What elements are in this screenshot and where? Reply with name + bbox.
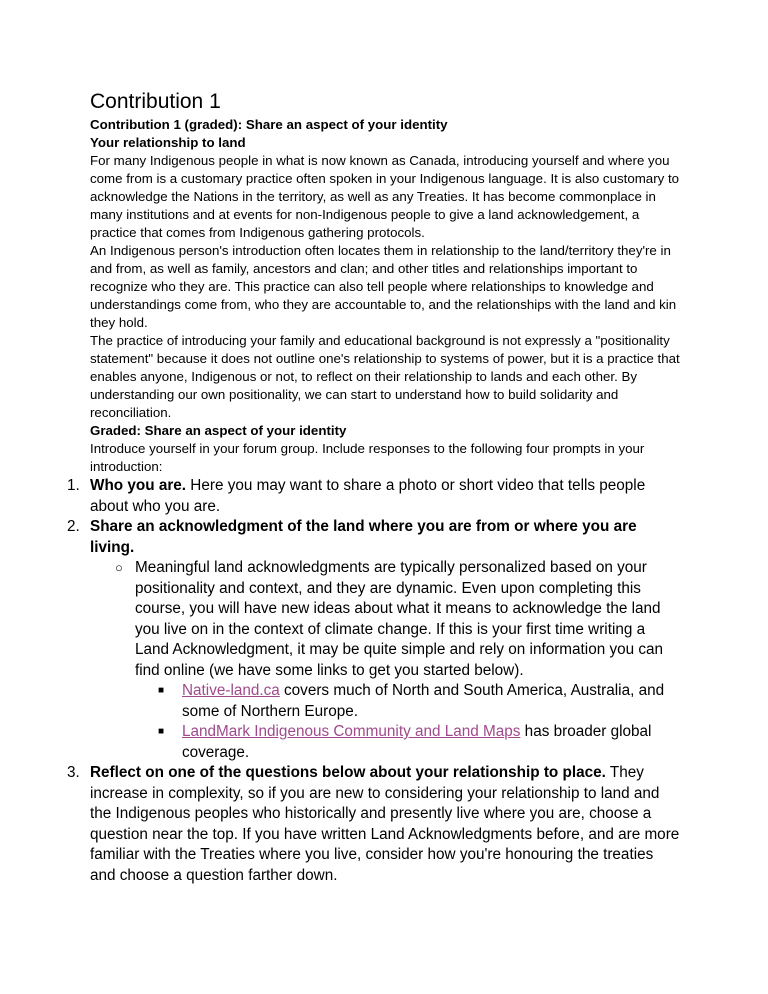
sub-list-item <box>45 558 680 681</box>
list-item-bold: Who you are. <box>90 477 187 494</box>
document-page <box>67 90 680 886</box>
paragraph-1: For many Indigenous people in what is now known as Canada, introducing yourself and where you come from is a customary practice often spoken in your Indigenous language. It is also customary to acknowledge the Nations in the territory, as well as any Treaties. It has become commonplace in many institutions and at events for non-Indigenous people to give a land acknowledgement, a practice that comes from Indigenous gathering protocols. <box>90 153 680 240</box>
list-item-text: Here you may want to share a photo or short video that tells people about who you are. <box>90 477 646 515</box>
list-item-3 <box>45 763 680 886</box>
list-item-1 <box>45 476 680 517</box>
circle-bullet-icon: ○ <box>115 560 123 575</box>
square-bullet-icon: ■ <box>158 685 165 696</box>
link-description: has broader global coverage. <box>182 723 652 761</box>
list-item-text: They increase in complexity, so if you are new to considering your relationship to land and the Indigenous peoples who historically and presently live where you are, choose a question near the top. If you have written Land Acknowledgments before, and are more familiar with the Treaties where you live, consider how you're honouring the treaties and choose a question farther down. <box>90 764 680 884</box>
list-item-2 <box>45 517 680 558</box>
paragraph-2: An Indigenous person's introduction often locates them in relationship to the land/territory they're in and from, as well as family, ancestors and clan; and other titles and relationships important to recognize who they are. This practice can also tell people where relationships to knowledge and understandings come from, who they are accountable to, and the relationships with the land and kin they hold. <box>90 243 677 330</box>
sub-list-text: Meaningful land acknowledgments are typically personalized based on your positionality and context, and they are dynamic. Even upon completing this course, you will have new ideas about what it means to acknowledge the land you live on in the context of climate change. If this is your first time writing a Land Acknowledgment, it may be quite simple and rely on information you can find online (we have some links to get you started below). <box>135 559 664 679</box>
link-description: covers much of North and South America, Australia, and some of Northern Europe. <box>182 682 665 720</box>
subheading: Contribution 1 (graded): Share an aspect of your identity <box>90 117 448 132</box>
list-number: 2. <box>67 518 80 535</box>
list-item-bold: Share an acknowledgment of the land where you are from or where you are living. <box>90 518 637 556</box>
paragraph-3: The practice of introducing your family and educational background is not expressly a "positionality statement" because it does not outline one's relationship to systems of power, but it is a practice that enables anyone, Indigenous or not, to reflect on their relationship to lands and each other. By understanding our own positionality, we can start to understand how to build solidarity and reconciliation. <box>90 333 680 420</box>
link-item-landmark <box>45 722 680 763</box>
link-item-native-land <box>45 681 680 722</box>
landmark-link[interactable]: LandMark Indigenous Community and Land Maps <box>182 723 521 740</box>
native-land-link[interactable]: Native-land.ca <box>182 682 280 699</box>
page-title: Contribution 1 <box>90 90 221 113</box>
section-title-graded: Graded: Share an aspect of your identity <box>90 423 347 438</box>
square-bullet-icon: ■ <box>158 726 165 737</box>
list-item-bold: Reflect on one of the questions below about your relationship to place. <box>90 764 606 781</box>
paragraph-4: Introduce yourself in your forum group. Include responses to the following four prompts in your introduction: <box>90 441 645 474</box>
list-number: 3. <box>67 764 80 781</box>
list-number: 1. <box>67 477 80 494</box>
section-title-relationship: Your relationship to land <box>90 135 246 150</box>
prompt-list <box>45 476 680 886</box>
